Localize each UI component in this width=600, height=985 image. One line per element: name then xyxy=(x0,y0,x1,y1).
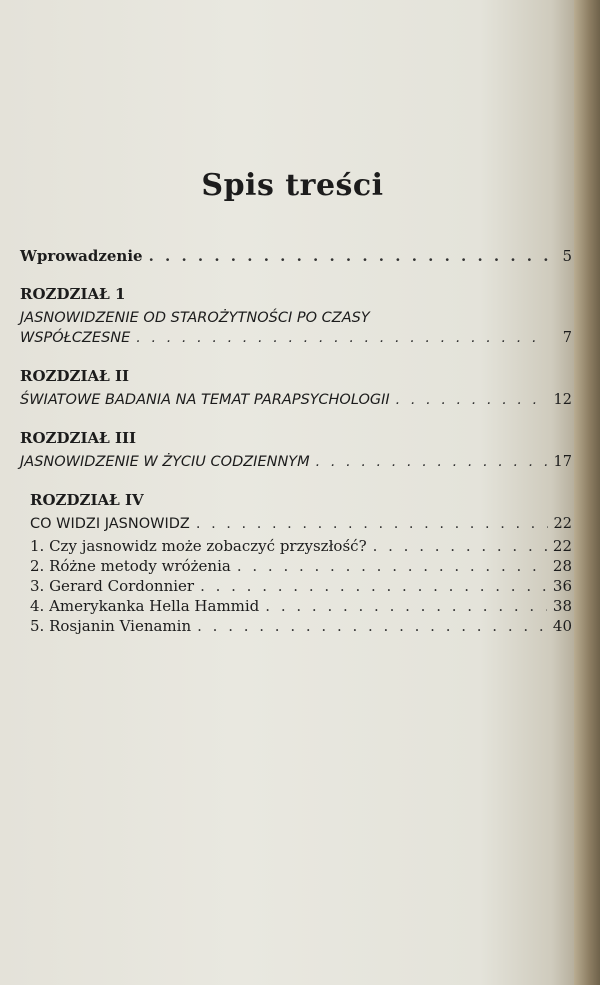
chapter-title-1-line1: JASNOWIDZENIE OD STAROŻYTNOŚCI PO CZASY xyxy=(20,310,370,326)
dot-leader xyxy=(396,390,548,410)
chapter-title-2: ŚWIATOWE BADANIA NA TEMAT PARAPSYCHOLOGII xyxy=(20,392,390,408)
section-label: 2. Różne metody wróżenia xyxy=(30,557,231,575)
chapter-title-4: CO WIDZI JASNOWIDZ xyxy=(30,516,190,532)
toc-section xyxy=(20,576,572,596)
toc-section xyxy=(20,556,572,576)
page-title: Spis treści xyxy=(201,168,384,203)
chapter-heading-2: ROZDZIAŁ II xyxy=(20,367,129,385)
toc-section xyxy=(20,596,572,616)
dot-leader xyxy=(136,328,548,348)
section-label: 5. Rosjanin Vienamin xyxy=(30,617,192,635)
toc-page-number: 17 xyxy=(553,454,572,470)
toc-page-number: 28 xyxy=(552,557,572,575)
chapter-heading-1: ROZDZIAŁ 1 xyxy=(20,285,126,303)
toc-page-number: 22 xyxy=(553,516,572,532)
toc-section xyxy=(20,536,572,556)
chapter-title-3: JASNOWIDZENIE W ŻYCIU CODZIENNYM xyxy=(20,454,310,470)
toc-page-number: 36 xyxy=(552,577,572,595)
dot-leader xyxy=(149,246,548,266)
toc-entry-chapter-4 xyxy=(20,514,572,534)
dot-leader xyxy=(265,596,547,616)
toc-page-number: 7 xyxy=(562,330,572,346)
chapter-title-1-line2: WSPÓŁCZESNE xyxy=(20,330,131,346)
toc-entry-label: Wprowadzenie xyxy=(20,247,143,265)
dot-leader xyxy=(373,536,547,556)
toc-entry-chapter-2 xyxy=(20,390,572,410)
toc-page-number: 5 xyxy=(562,247,572,265)
section-label: 1. Czy jasnowidz może zobaczyć przyszłość? xyxy=(30,537,367,555)
dot-leader xyxy=(316,452,548,472)
dot-leader xyxy=(197,616,547,636)
table-of-contents xyxy=(20,246,572,636)
toc-page-number: 38 xyxy=(552,597,572,615)
section-label: 3. Gerard Cordonnier xyxy=(30,577,195,595)
toc-section xyxy=(20,616,572,636)
toc-page-number: 12 xyxy=(553,392,572,408)
toc-page-number: 40 xyxy=(552,617,572,635)
book-spine-shadow xyxy=(574,0,600,985)
toc-entry-chapter-3 xyxy=(20,452,572,472)
toc-entry-chapter-1 xyxy=(20,328,572,348)
dot-leader xyxy=(196,514,548,534)
dot-leader xyxy=(200,576,547,596)
chapter-heading-3: ROZDZIAŁ III xyxy=(20,429,137,447)
toc-page-number: 22 xyxy=(552,537,572,555)
chapter-heading-4: ROZDZIAŁ IV xyxy=(30,491,144,509)
toc-entry-intro xyxy=(20,246,572,266)
section-label: 4. Amerykanka Hella Hammid xyxy=(30,597,260,615)
dot-leader xyxy=(237,556,547,576)
